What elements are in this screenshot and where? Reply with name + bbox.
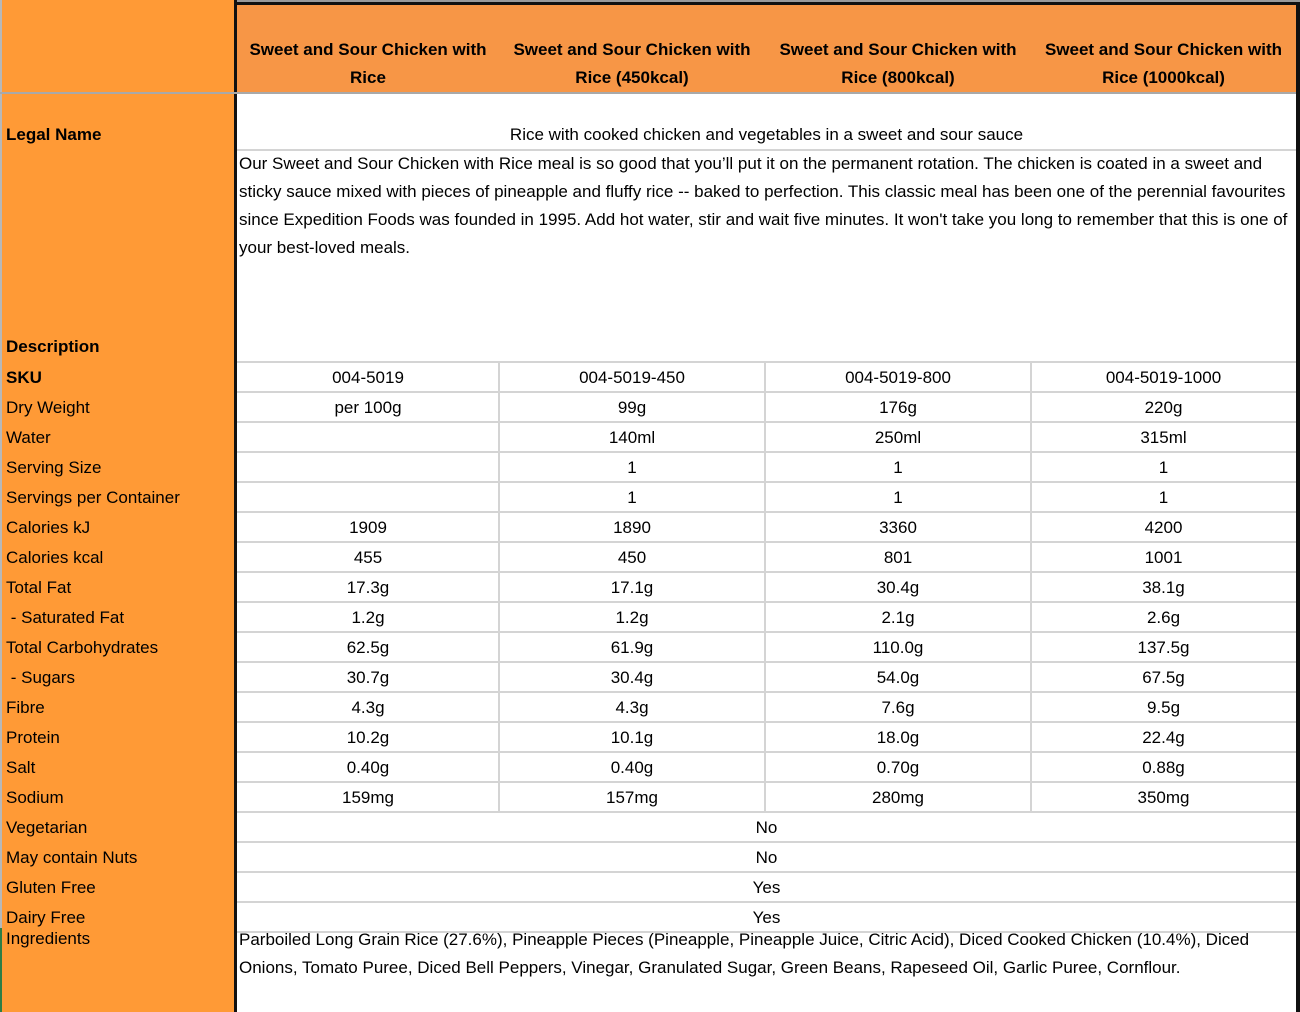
- table-cell[interactable]: 30.4g: [610, 668, 654, 687]
- column-header-line2: Rice (450kcal): [575, 68, 689, 87]
- row-label: Protein: [6, 728, 60, 747]
- table-cell[interactable]: 004-5019: [332, 368, 404, 387]
- row-label: - Sugars: [6, 668, 75, 687]
- table-cell[interactable]: 30.4g: [876, 578, 920, 597]
- row-label: Total Fat: [6, 578, 72, 597]
- row-label: Dry Weight: [6, 398, 90, 417]
- column-header-line2: Rice (800kcal): [841, 68, 955, 87]
- selection-edge: [0, 928, 2, 1012]
- merged-cell[interactable]: No: [755, 818, 778, 837]
- column-header[interactable]: [765, 36, 1031, 94]
- row-label: SKU: [6, 368, 42, 387]
- table-cell[interactable]: 18.0g: [876, 728, 920, 747]
- table-cell[interactable]: 159mg: [342, 788, 394, 807]
- table-cell[interactable]: [237, 483, 499, 513]
- row-label: Vegetarian: [6, 818, 88, 837]
- table-cell[interactable]: 10.1g: [610, 728, 654, 747]
- merged-cell[interactable]: Yes: [752, 878, 781, 897]
- header-top-border: [237, 2, 1300, 5]
- row-label: Calories kcal: [6, 548, 104, 567]
- column-header-line1: Sweet and Sour Chicken with: [779, 40, 1017, 59]
- row-label: Sodium: [6, 788, 64, 807]
- table-cell[interactable]: 38.1g: [1142, 578, 1185, 597]
- row-label: Serving Size: [6, 458, 102, 477]
- row-label: Water: [6, 428, 51, 447]
- gridline: [764, 361, 766, 813]
- row-label: Total Carbohydrates: [6, 638, 159, 657]
- table-cell[interactable]: 1: [1158, 458, 1169, 477]
- table-right-border: [1296, 2, 1300, 1012]
- table-cell[interactable]: 1: [1158, 488, 1169, 507]
- table-cell[interactable]: 350mg: [1137, 788, 1190, 807]
- table-cell[interactable]: 140ml: [608, 428, 656, 447]
- table-cell[interactable]: 9.5g: [1146, 698, 1181, 717]
- table-cell[interactable]: 0.70g: [876, 758, 920, 777]
- gridline: [498, 361, 500, 813]
- table-cell[interactable]: 4.3g: [351, 698, 385, 717]
- table-cell[interactable]: 17.1g: [610, 578, 654, 597]
- row-label-ingredients: Ingredients: [6, 929, 91, 948]
- row-label: Gluten Free: [6, 878, 96, 897]
- description-cell[interactable]: Our Sweet and Sour Chicken with Rice meal is so good that you’ll put it on the permanent rotation. The chicken is coated in a sweet and sticky sauce mixed with pieces of pineapple and fluffy rice -- baked to perfection. This classic meal has been one of the perennial favourites since Expedition Foods was founded in 1995. Add hot water, stir and wait five minutes. It won't take you long to remember that this is one of your best-loved meals.: [239, 154, 1288, 257]
- table-cell[interactable]: 0.88g: [1142, 758, 1185, 777]
- table-cell[interactable]: [237, 423, 499, 453]
- row-label-description: Description: [6, 337, 100, 356]
- column-header[interactable]: [1031, 36, 1296, 94]
- table-cell[interactable]: 1: [627, 488, 637, 507]
- table-cell[interactable]: 220g: [1144, 398, 1183, 417]
- table-cell[interactable]: 7.6g: [881, 698, 915, 717]
- row-label-legal-name: Legal Name: [6, 125, 102, 144]
- table-cell[interactable]: 0.40g: [346, 758, 390, 777]
- table-cell[interactable]: 1: [893, 458, 903, 477]
- column-header-line1: Sweet and Sour Chicken with: [1044, 40, 1283, 59]
- table-cell[interactable]: 1: [893, 488, 903, 507]
- table-cell[interactable]: 0.40g: [610, 758, 654, 777]
- table-cell[interactable]: 110.0g: [872, 638, 924, 657]
- merged-cell[interactable]: No: [755, 848, 778, 867]
- table-cell[interactable]: 1001: [1144, 548, 1183, 567]
- table-cell[interactable]: 10.2g: [346, 728, 390, 747]
- table-cell[interactable]: 315ml: [1140, 428, 1187, 447]
- column-header[interactable]: [237, 36, 499, 94]
- table-cell[interactable]: 1909: [349, 518, 387, 537]
- table-cell[interactable]: [237, 453, 499, 483]
- table-cell[interactable]: 455: [353, 548, 383, 567]
- row-label: Servings per Container: [6, 488, 180, 507]
- column-header-line2: Rice (1000kcal): [1102, 68, 1225, 87]
- table-cell[interactable]: 137.5g: [1137, 638, 1190, 657]
- row-label: Calories kJ: [6, 518, 91, 537]
- table-cell[interactable]: per 100g: [334, 398, 402, 417]
- table-cell[interactable]: 4200: [1144, 518, 1183, 537]
- row-label: Fibre: [6, 698, 45, 717]
- table-cell[interactable]: 99g: [617, 398, 647, 417]
- table-cell[interactable]: 1.2g: [351, 608, 385, 627]
- table-cell[interactable]: 280mg: [872, 788, 924, 807]
- ingredients-cell[interactable]: Parboiled Long Grain Rice (27.6%), Pineapple Pieces (Pineapple, Pineapple Juice, Citric Acid), Diced Cooked Chicken (10.4%), Diced Onions, Tomato Puree, Diced Bell Peppers, Vinegar, Granulated Sugar, Green Beans, Rapeseed Oil, Garlic Puree, Cornflour.: [239, 930, 1250, 977]
- table-cell[interactable]: 157mg: [606, 788, 658, 807]
- row-label: - Saturated Fat: [6, 608, 125, 627]
- table-cell[interactable]: 250ml: [874, 428, 922, 447]
- merged-cell[interactable]: Yes: [752, 908, 781, 927]
- table-cell[interactable]: 1890: [613, 518, 651, 537]
- column-header[interactable]: [499, 36, 765, 94]
- table-cell[interactable]: 004-5019-1000: [1105, 368, 1222, 387]
- table-cell[interactable]: 801: [883, 548, 913, 567]
- left-gridline: [0, 0, 2, 928]
- row-label: Dairy Free: [6, 908, 86, 927]
- legal-name-cell[interactable]: Rice with cooked chicken and vegetables in a sweet and sour sauce: [509, 125, 1024, 144]
- table-cell[interactable]: 2.6g: [1146, 608, 1181, 627]
- table-cell[interactable]: 176g: [879, 398, 917, 417]
- column-header-line2: Rice: [350, 68, 386, 87]
- table-cell[interactable]: 61.9g: [610, 638, 654, 657]
- table-cell[interactable]: 2.1g: [881, 608, 915, 627]
- table-cell[interactable]: 54.0g: [876, 668, 920, 687]
- table-cell[interactable]: 30.7g: [346, 668, 390, 687]
- row-label: Salt: [6, 758, 36, 777]
- table-cell[interactable]: 1: [627, 458, 637, 477]
- gridline: [1030, 361, 1032, 813]
- table-cell[interactable]: 17.3g: [346, 578, 390, 597]
- table-cell[interactable]: 3360: [879, 518, 917, 537]
- table-cell[interactable]: 67.5g: [1142, 668, 1185, 687]
- table-cell[interactable]: 004-5019-450: [579, 368, 685, 387]
- table-cell[interactable]: 22.4g: [1142, 728, 1185, 747]
- table-cell[interactable]: 004-5019-800: [845, 368, 951, 387]
- table-cell[interactable]: 1.2g: [615, 608, 649, 627]
- table-cell[interactable]: 450: [617, 548, 647, 567]
- row-label: May contain Nuts: [6, 848, 138, 867]
- column-header-line1: Sweet and Sour Chicken with: [513, 40, 751, 59]
- table-cell[interactable]: 4.3g: [615, 698, 649, 717]
- table-cell[interactable]: 62.5g: [346, 638, 390, 657]
- column-header-line1: Sweet and Sour Chicken with: [249, 40, 487, 59]
